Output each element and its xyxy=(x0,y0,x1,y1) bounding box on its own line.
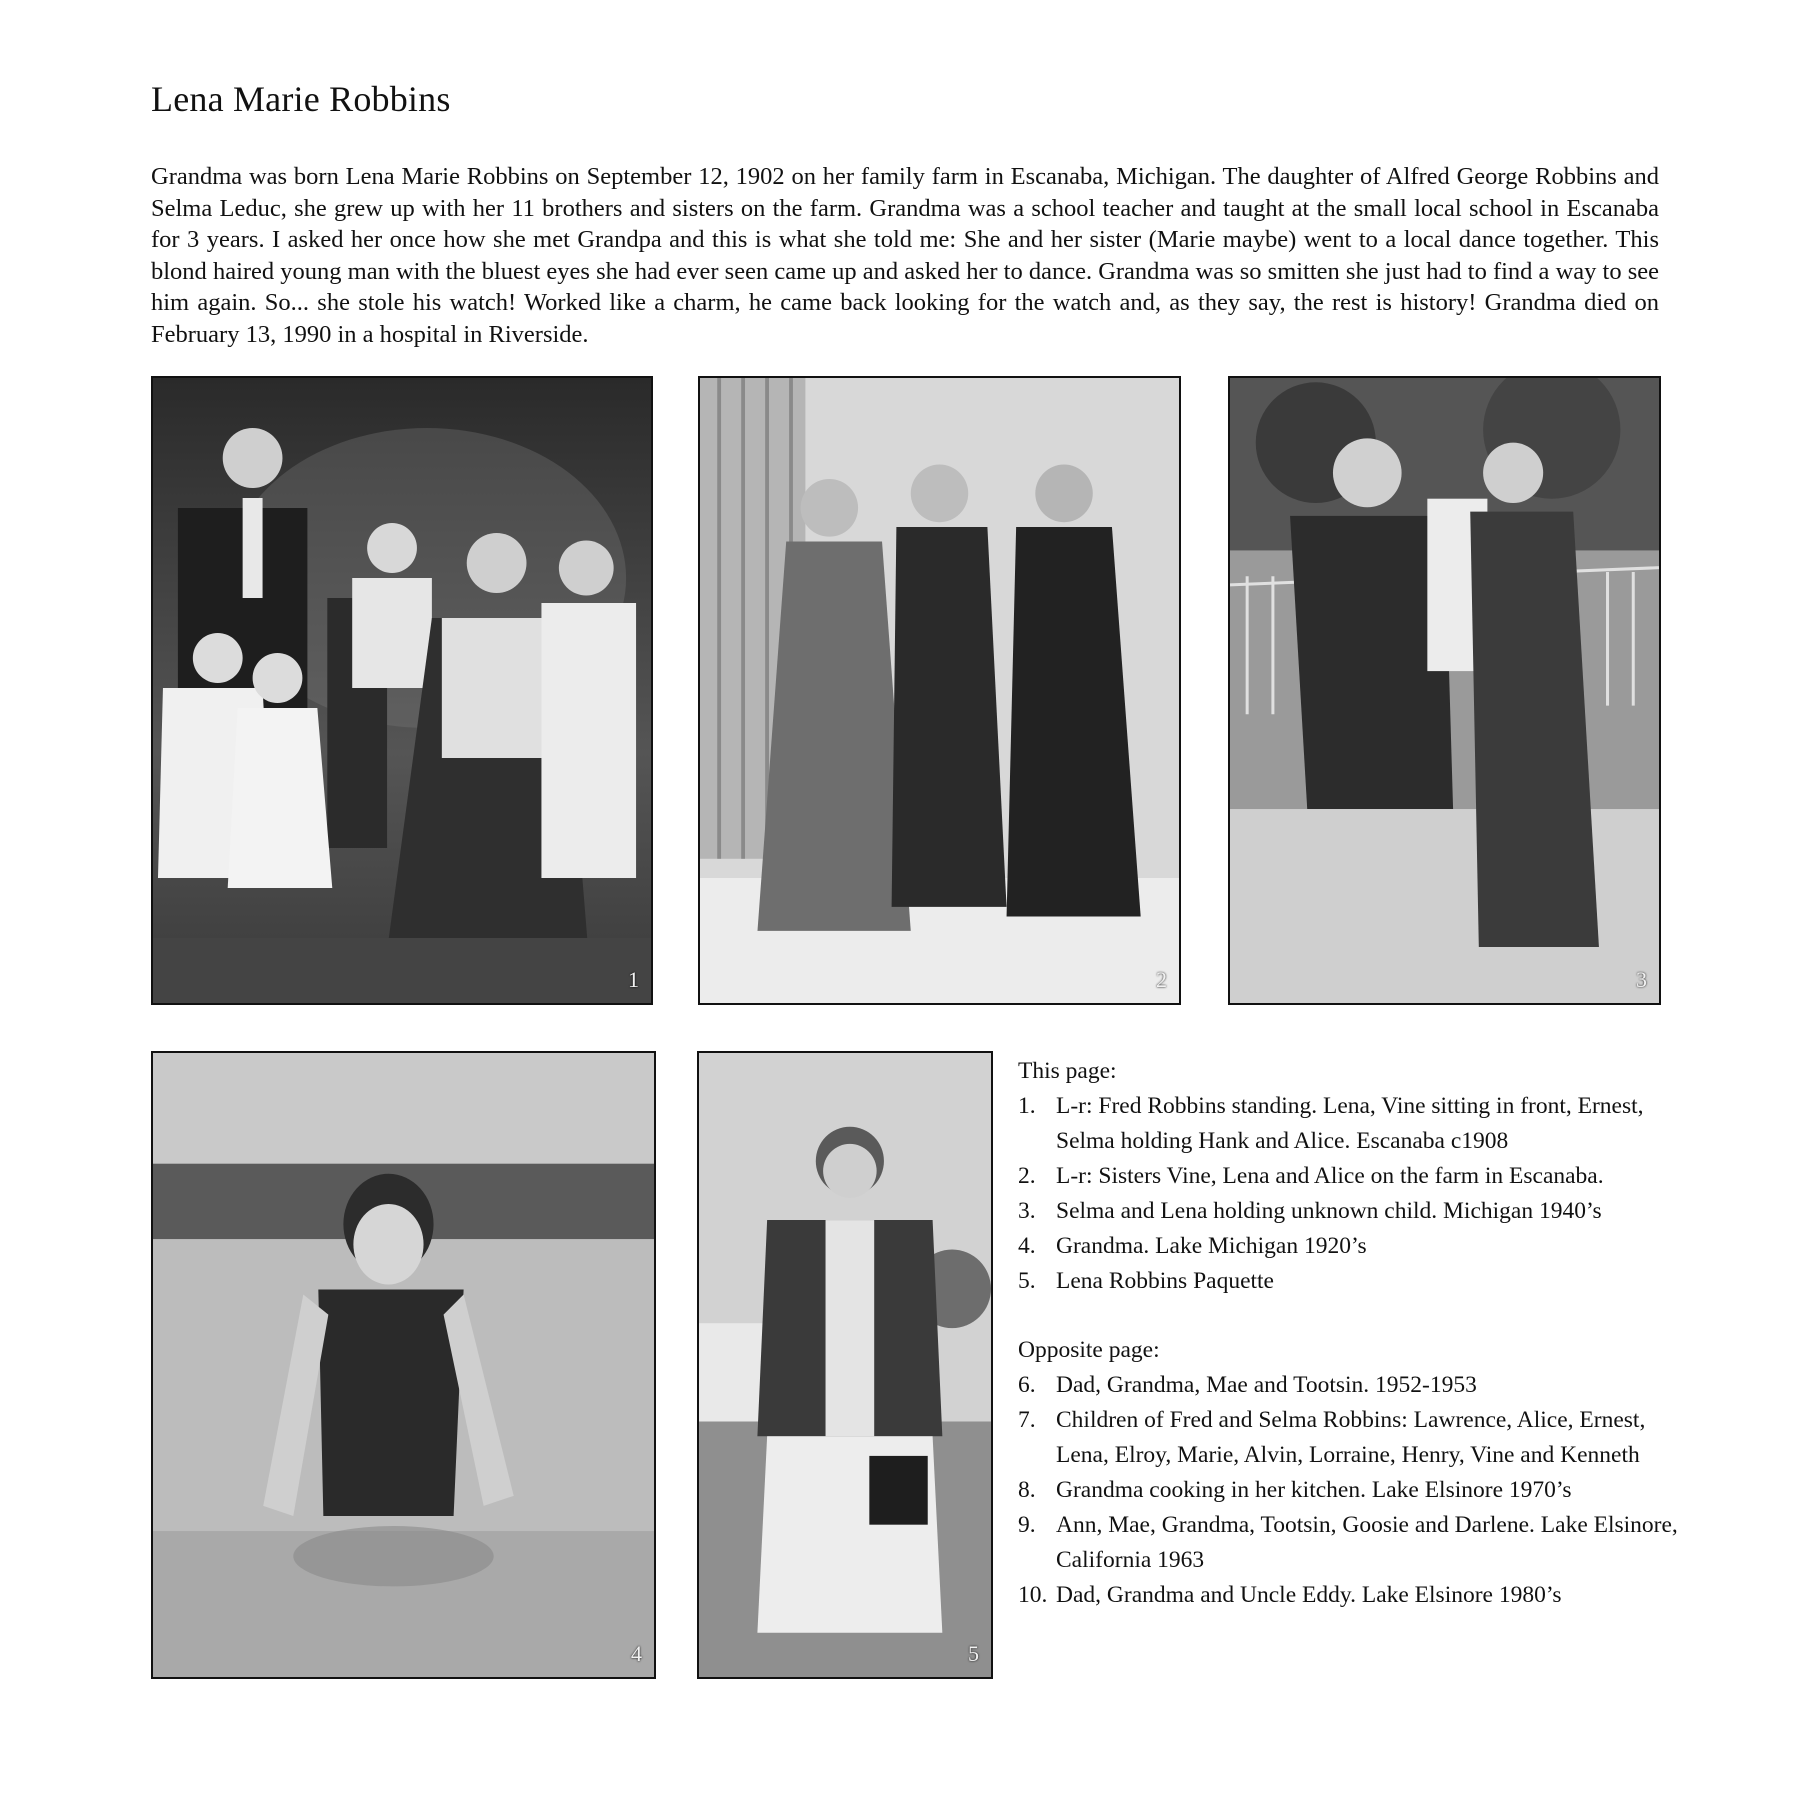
selma-and-lena-image xyxy=(1230,378,1659,1003)
page-title: Lena Marie Robbins xyxy=(151,79,451,119)
caption-number: 4. xyxy=(1018,1233,1036,1259)
opposite-page-heading: Opposite page: xyxy=(1018,1337,1160,1363)
caption-item xyxy=(1018,1508,1678,1578)
caption-number: 3. xyxy=(1018,1198,1036,1224)
caption-number: 8. xyxy=(1018,1477,1036,1503)
caption-text: L-r: Fred Robbins standing. Lena, Vine sitting in front, Ernest, Selma holding Hank and Alice. Escanaba c1908 xyxy=(1056,1093,1644,1154)
photo-captions xyxy=(1018,1054,1678,1613)
photo-grandma-lake xyxy=(151,1051,656,1679)
caption-number: 5. xyxy=(1018,1268,1036,1294)
caption-item xyxy=(1018,1194,1678,1229)
caption-item xyxy=(1018,1473,1678,1508)
photo-family-portrait xyxy=(151,376,653,1005)
photo-number: 4 xyxy=(631,1641,642,1666)
caption-text: Lena Robbins Paquette xyxy=(1056,1268,1274,1294)
this-page-heading: This page: xyxy=(1018,1058,1117,1084)
caption-item xyxy=(1018,1368,1678,1403)
caption-number: 6. xyxy=(1018,1372,1036,1398)
caption-item xyxy=(1018,1159,1678,1194)
photo-number: 3 xyxy=(1636,967,1647,992)
caption-item xyxy=(1018,1264,1678,1299)
lena-robbins-paquette-image xyxy=(699,1053,991,1677)
photo-number: 5 xyxy=(968,1641,979,1666)
photo-number: 1 xyxy=(628,967,639,992)
family-portrait-image xyxy=(153,378,651,1003)
grandma-lake-image xyxy=(153,1053,654,1677)
caption-number: 10. xyxy=(1018,1582,1048,1608)
opposite-page-caption-list xyxy=(1018,1368,1678,1613)
caption-text: Grandma cooking in her kitchen. Lake Elsinore 1970’s xyxy=(1056,1477,1572,1503)
caption-item xyxy=(1018,1578,1678,1613)
caption-number: 7. xyxy=(1018,1407,1036,1433)
caption-item xyxy=(1018,1403,1678,1473)
caption-text: Dad, Grandma and Uncle Eddy. Lake Elsinore 1980’s xyxy=(1056,1582,1562,1608)
caption-spacer xyxy=(1018,1299,1678,1333)
photo-number: 2 xyxy=(1156,967,1167,992)
caption-number: 1. xyxy=(1018,1093,1036,1119)
photo-three-sisters xyxy=(698,376,1181,1005)
intro-paragraph: Grandma was born Lena Marie Robbins on September 12, 1902 on her family farm in Escanaba, Michigan. The daughter of Alfred George Robbins and Selma Leduc, she grew up with her 11 brothers and sisters on the farm. Grandma was a school teacher and taught at the small local school in Escanaba for 3 years. I asked her once how she met Grandpa and this is what she told me: She and her sister (Marie maybe) went to a local dance together. This blond haired young man with the bluest eyes she had ever seen came up and asked her to dance. Grandma was so smitten she just had to find a way to see him again. So... she stole his watch! Worked like a charm, he came back looking for the watch and, as they say, the rest is history! Grandma died on February 13, 1990 in a hospital in Riverside. xyxy=(151,163,1659,348)
this-page-caption-list xyxy=(1018,1089,1678,1299)
caption-item xyxy=(1018,1229,1678,1264)
caption-text: Grandma. Lake Michigan 1920’s xyxy=(1056,1233,1367,1259)
caption-number: 9. xyxy=(1018,1512,1036,1538)
caption-text: L-r: Sisters Vine, Lena and Alice on the farm in Escanaba. xyxy=(1056,1163,1604,1189)
caption-text: Dad, Grandma, Mae and Tootsin. 1952-1953 xyxy=(1056,1372,1477,1398)
photo-selma-and-lena xyxy=(1228,376,1661,1005)
photo-lena-robbins-paquette xyxy=(697,1051,993,1679)
caption-text: Ann, Mae, Grandma, Tootsin, Goosie and Darlene. Lake Elsinore, California 1963 xyxy=(1056,1512,1678,1573)
caption-number: 2. xyxy=(1018,1163,1036,1189)
caption-text: Selma and Lena holding unknown child. Michigan 1940’s xyxy=(1056,1198,1602,1224)
caption-item xyxy=(1018,1089,1678,1159)
three-sisters-image xyxy=(700,378,1179,1003)
caption-text: Children of Fred and Selma Robbins: Lawrence, Alice, Ernest, Lena, Elroy, Marie, Alvin, Lorraine, Henry, Vine and Kenneth xyxy=(1056,1407,1646,1468)
